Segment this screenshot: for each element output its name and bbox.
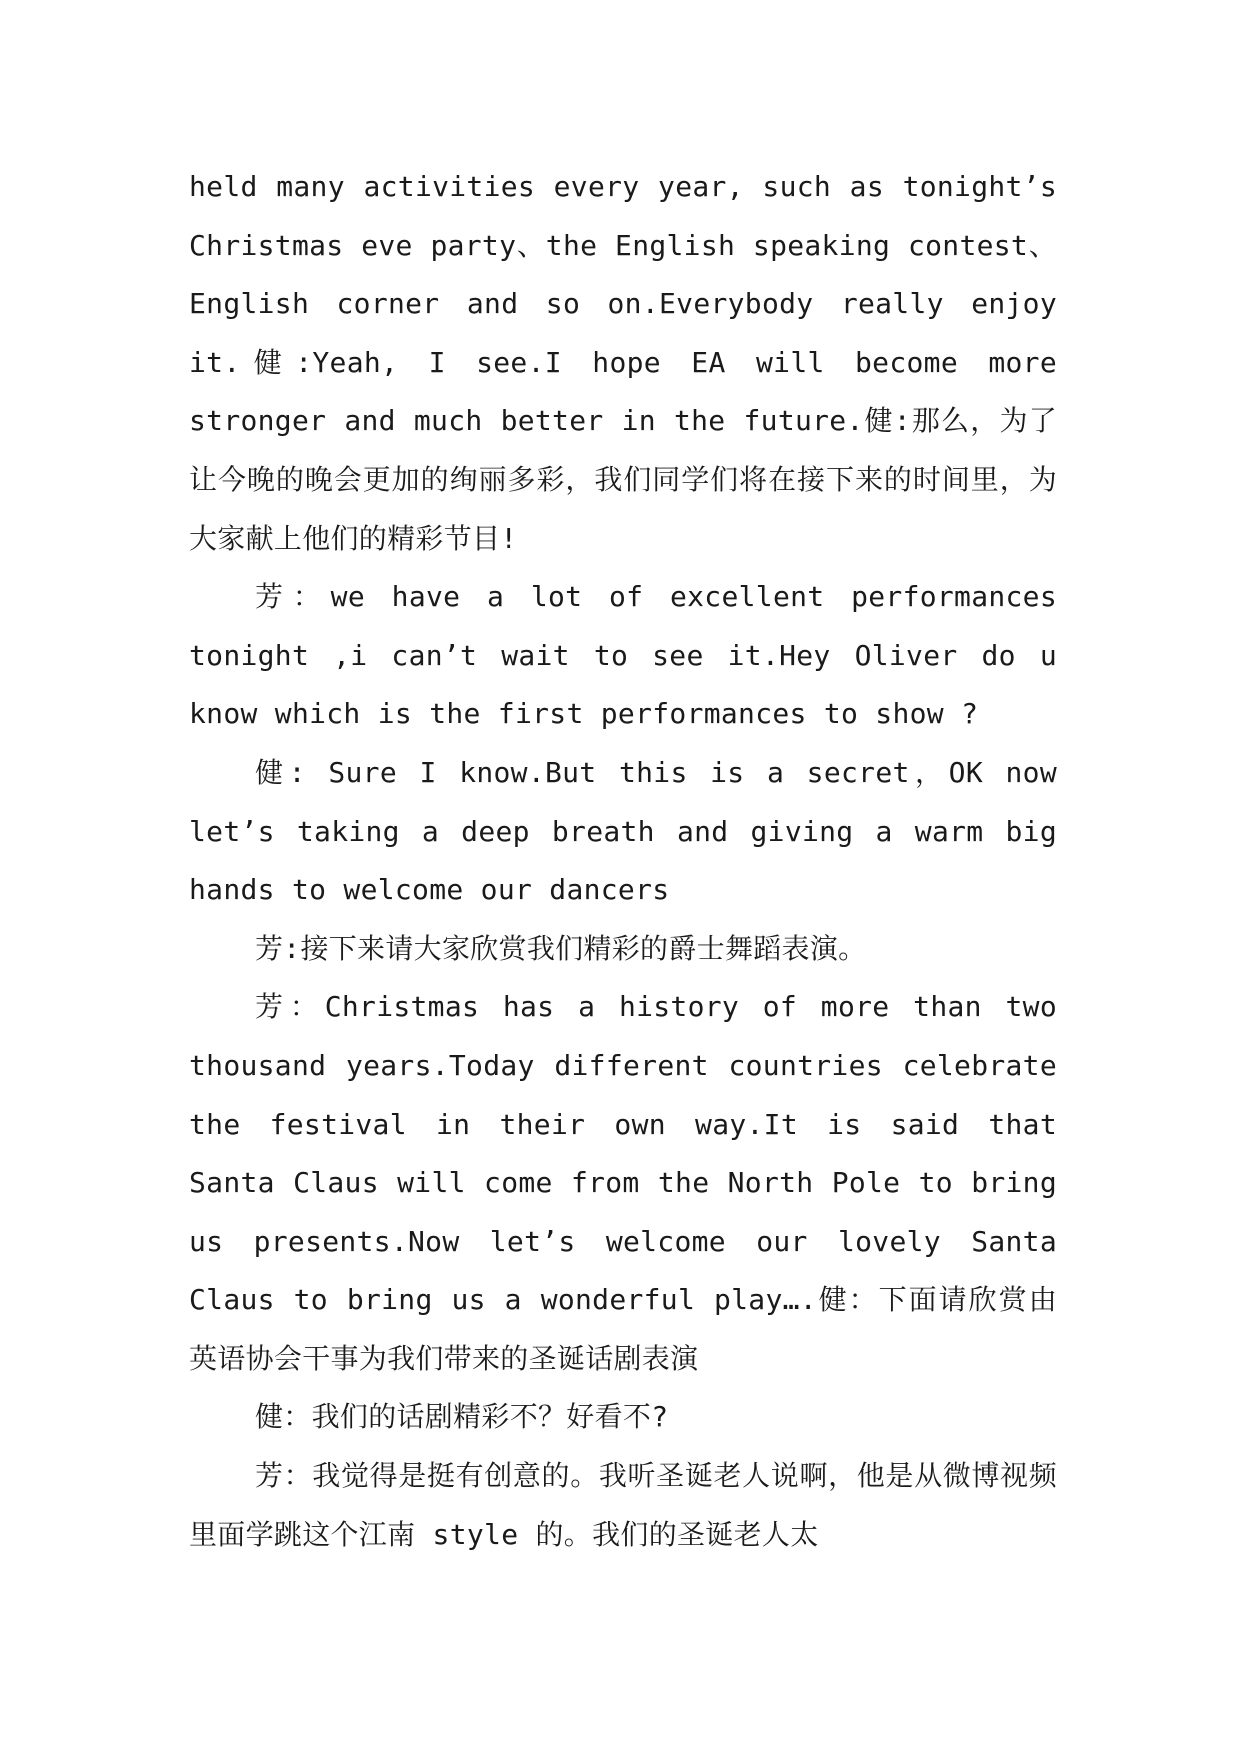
paragraph-3: 健: Sure I know.But this is a secret，OK now let’s taking a deep breath and giving a warm big hands to welcome our dancers bbox=[189, 755, 1057, 907]
document-page bbox=[189, 158, 1057, 1564]
paragraph-1: held many activities every year, such as tonight’s Christmas eve party、the English speaking contest、English corner and so on.Everybody really enjoy it.健:Yeah, I see.I hope EA will become more stronger and much better in the future.健:那么，为了让今晚的晚会更加的绚丽多彩，我们同学们将在接下来的时间里，为大家献上他们的精彩节目! bbox=[189, 170, 1057, 555]
paragraph-7: 芳：我觉得是挺有创意的。我听圣诞老人说啊，他是从微博视频里面学跳这个江南 style 的。我们的圣诞老人太 bbox=[189, 1459, 1057, 1551]
paragraph-2: 芳：we have a lot of excellent performances tonight ,i can’t wait to see it.Hey Oliver do u know which is the first performances to show ? bbox=[189, 580, 1057, 731]
paragraph-6: 健：我们的话剧精彩不？好看不? bbox=[255, 1400, 669, 1434]
paragraph-5: 芳：Christmas has a history of more than two thousand years.Today different countries celebrate the festival in their own way.It is said that Santa Claus will come from the North Pole to bring us presents.Now let’s welcome our lovely Santa Claus to bring us a wonderful play….健：下面请欣赏由英语协会干事为我们带来的圣诞话剧表演 bbox=[189, 990, 1057, 1375]
paragraph-4: 芳:接下来请大家欣赏我们精彩的爵士舞蹈表演。 bbox=[255, 931, 867, 965]
